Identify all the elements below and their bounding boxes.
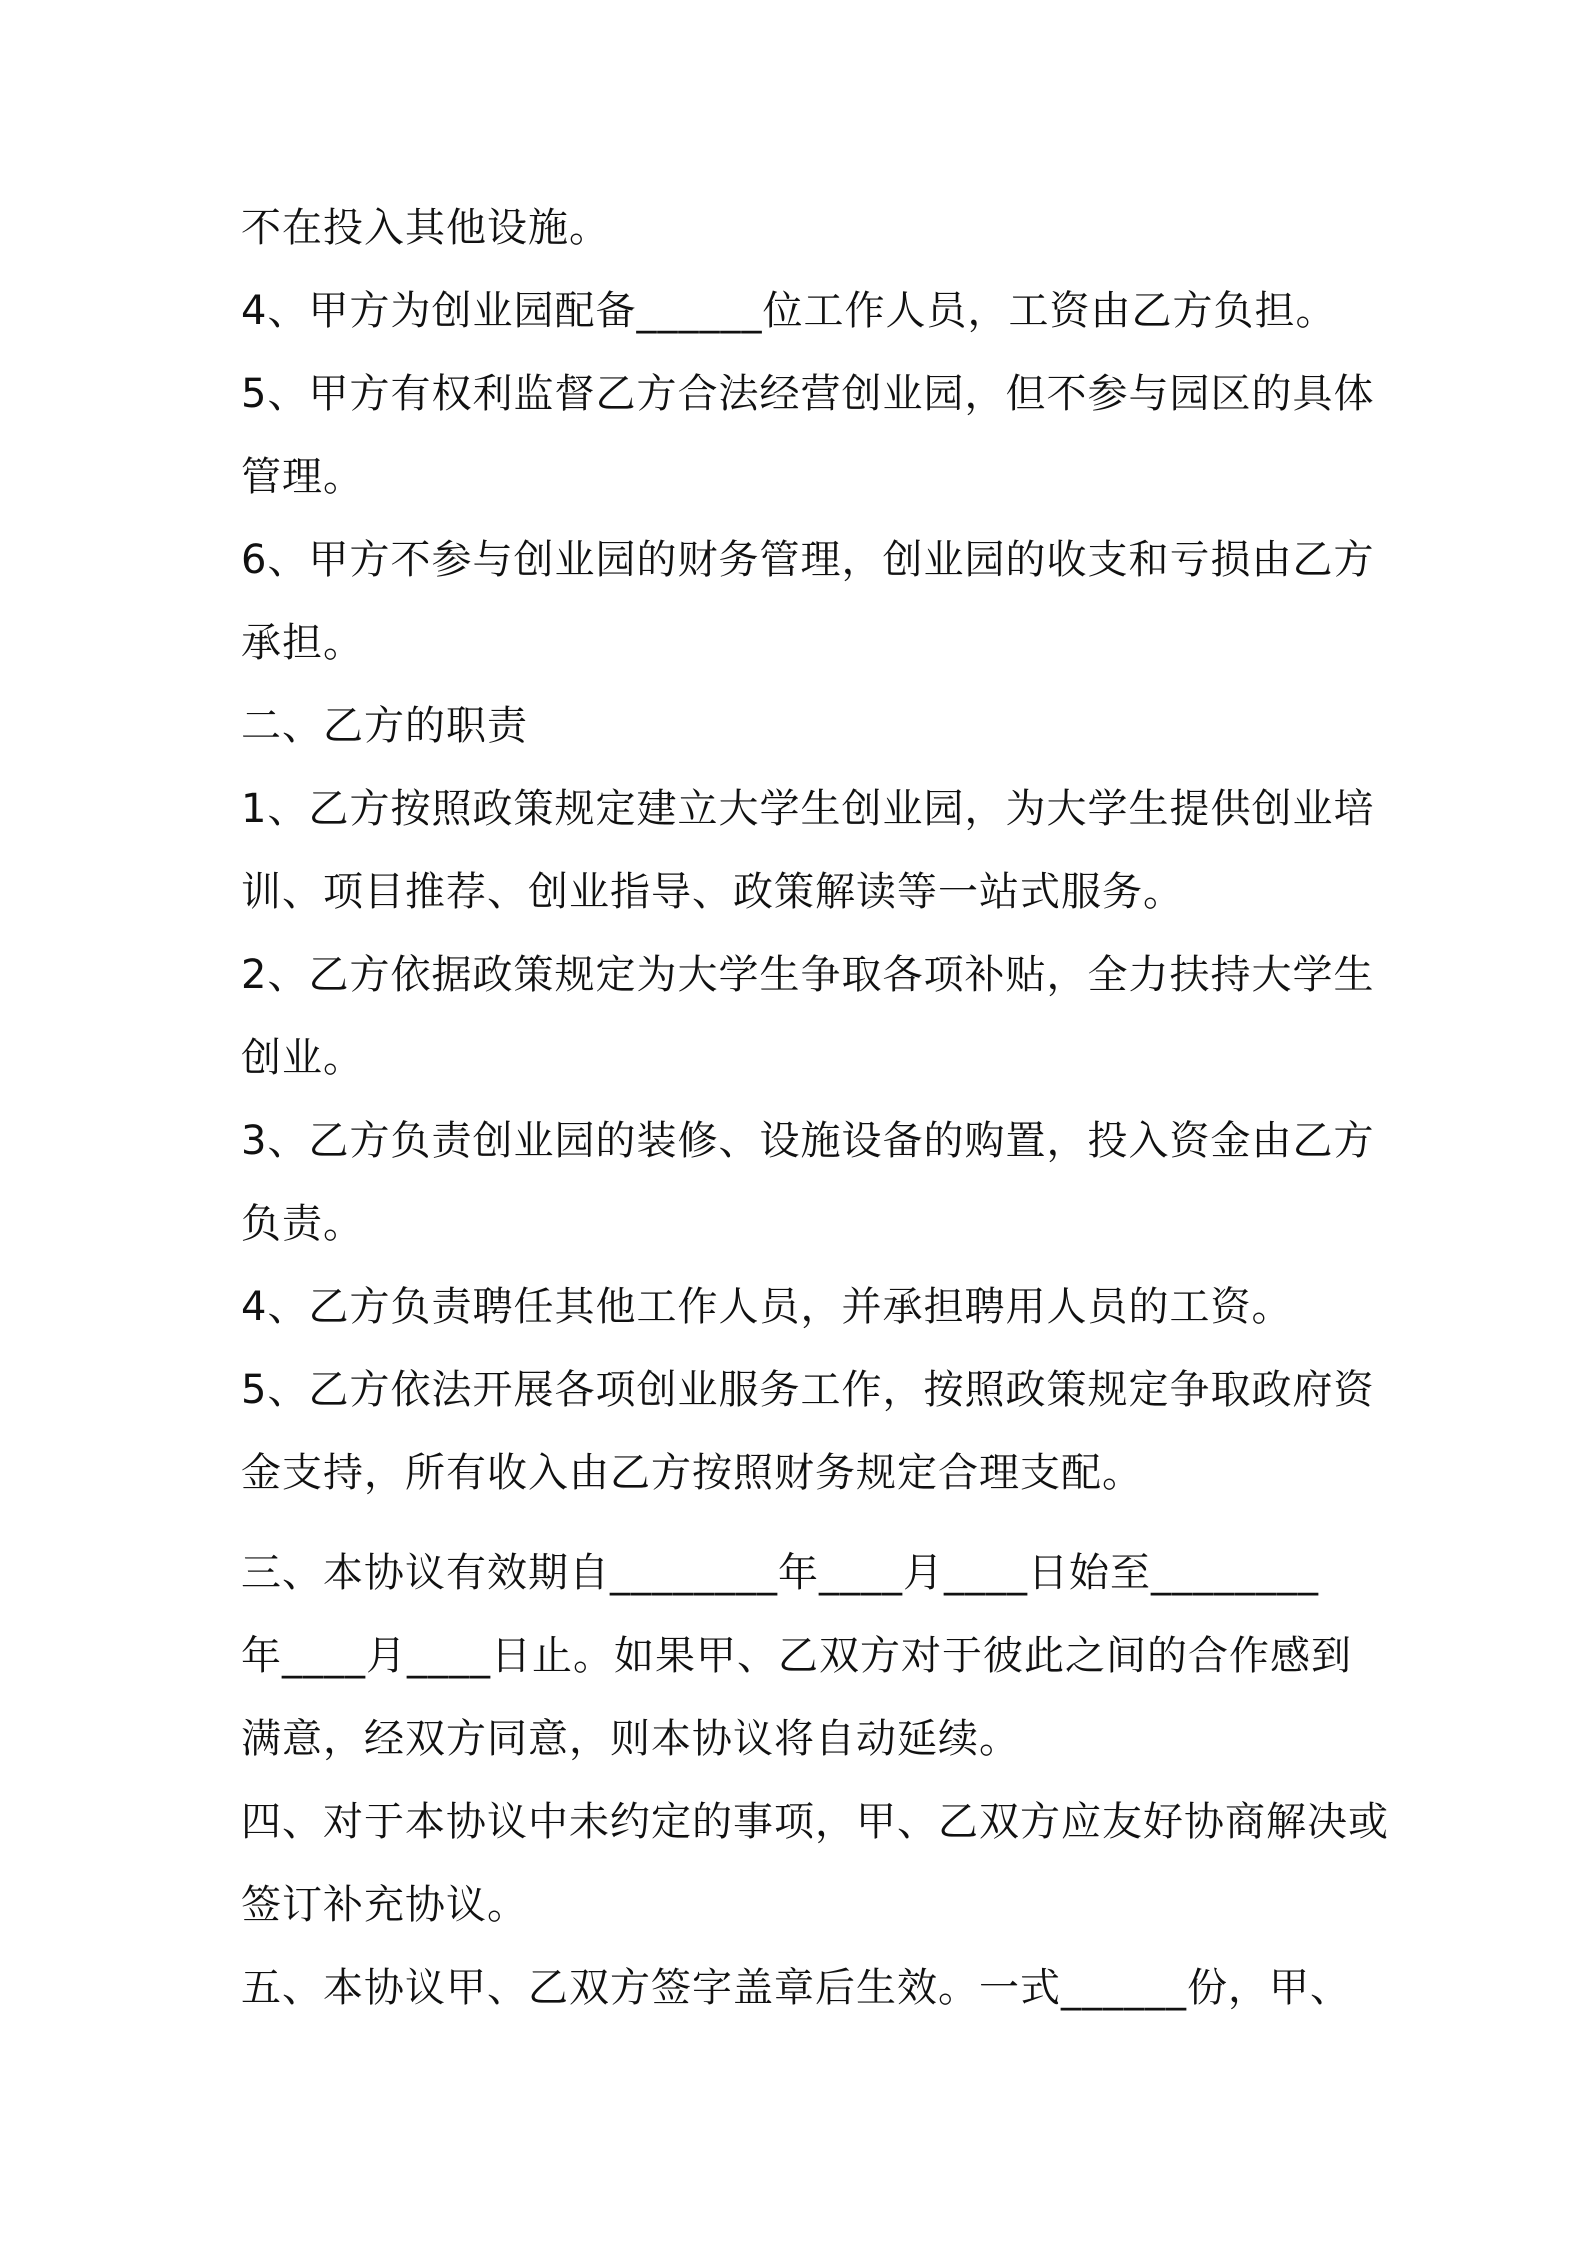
- text-line: 不在投入其他设施。: [241, 205, 610, 251]
- text-line: 三、本协议有效期自________年____月____日始至________: [241, 1550, 1319, 1596]
- text-line: 创业。: [241, 1035, 364, 1081]
- text-line: 训、项目推荐、创业指导、政策解读等一站式服务。: [241, 869, 1184, 915]
- text-line: 签订补充协议。: [241, 1882, 528, 1928]
- text-line: 满意，经双方同意，则本协议将自动延续。: [241, 1716, 1020, 1762]
- text-line: 4、乙方负责聘任其他工作人员，并承担聘用人员的工资。: [241, 1284, 1293, 1330]
- text-line: 3、乙方负责创业园的装修、设施设备的购置，投入资金由乙方: [241, 1118, 1375, 1164]
- text-line: 负责。: [241, 1201, 364, 1247]
- text-line: 管理。: [241, 454, 364, 500]
- text-line: 金支持，所有收入由乙方按照财务规定合理支配。: [241, 1450, 1143, 1496]
- text-line: 4、甲方为创业园配备______位工作人员，工资由乙方负担。: [241, 288, 1337, 334]
- section-heading: 二、乙方的职责: [241, 703, 528, 749]
- text-line: 年____月____日止。如果甲、乙双方对于彼此之间的合作感到: [241, 1633, 1352, 1679]
- text-line: 承担。: [241, 620, 364, 666]
- text-line: 5、乙方依法开展各项创业服务工作，按照政策规定争取政府资: [241, 1367, 1375, 1413]
- text-line: 5、甲方有权利监督乙方合法经营创业园，但不参与园区的具体: [241, 371, 1375, 417]
- text-line: 6、甲方不参与创业园的财务管理，创业园的收支和亏损由乙方: [241, 537, 1375, 583]
- text-line: 四、对于本协议中未约定的事项，甲、乙双方应友好协商解决或: [241, 1799, 1389, 1845]
- text-line: 1、乙方按照政策规定建立大学生创业园，为大学生提供创业培: [241, 786, 1375, 832]
- text-line: 五、本协议甲、乙双方签字盖章后生效。一式______份，甲、: [241, 1965, 1351, 2011]
- text-line: 2、乙方依据政策规定为大学生争取各项补贴，全力扶持大学生: [241, 952, 1375, 998]
